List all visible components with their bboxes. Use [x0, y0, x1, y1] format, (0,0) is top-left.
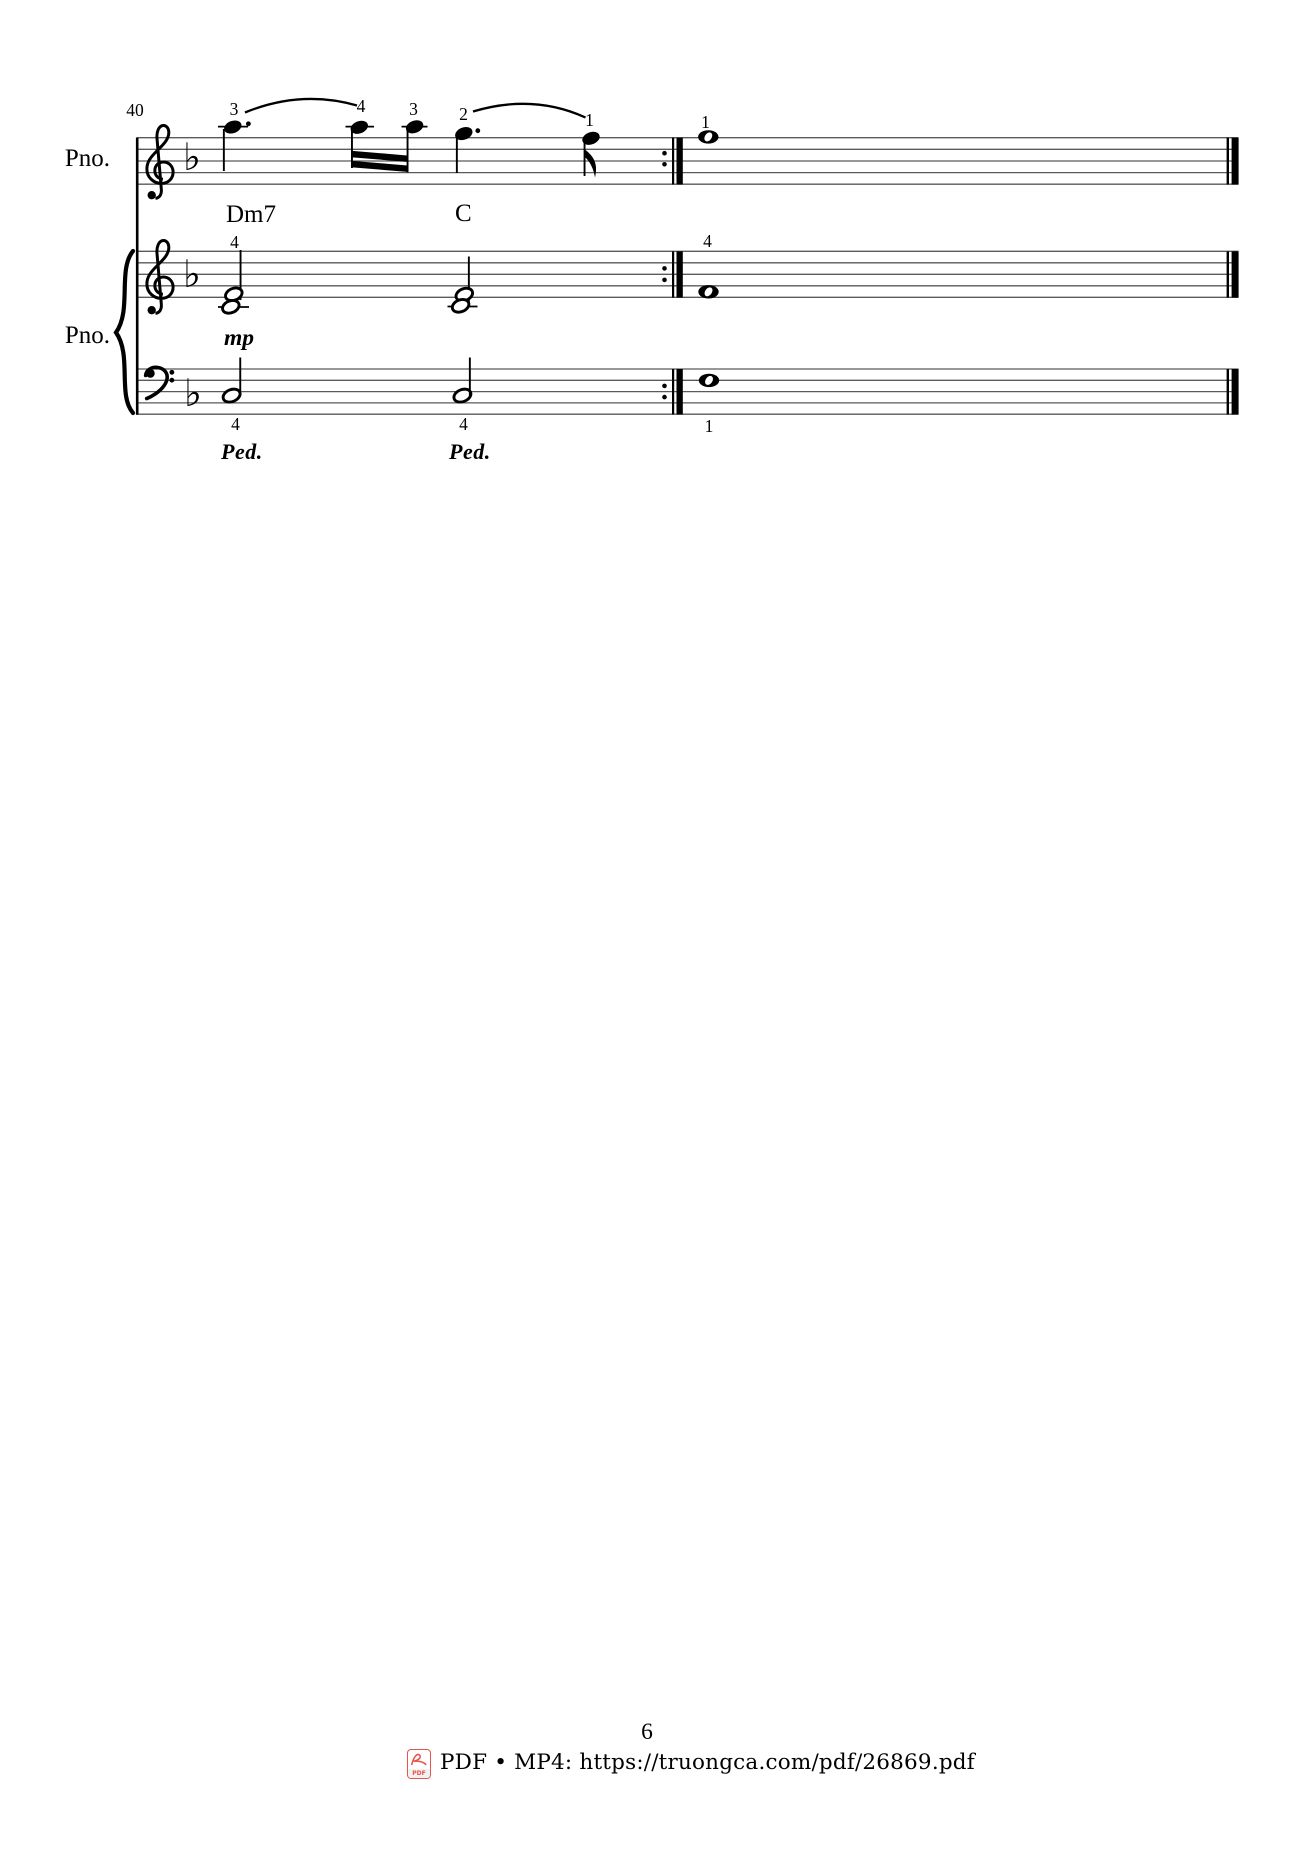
pedal-mark-1: Ped. [221, 439, 263, 464]
part-label-pno1: Pno. [64, 145, 110, 172]
fingering-melody-2: 4 [356, 96, 366, 116]
fingering-lh-2: 4 [459, 414, 468, 434]
lh-note-1 [221, 358, 242, 405]
melody-note-5 [580, 129, 601, 177]
flat-sign-staff2: ♭ [183, 252, 201, 296]
whole-note-staff3 [699, 374, 719, 387]
fingering-lh-1: 4 [231, 414, 240, 434]
slur [245, 99, 357, 113]
final-barline [1227, 138, 1239, 415]
chord-symbol-c: C [455, 200, 472, 227]
system-barline [136, 138, 139, 415]
page-number: 6 [641, 1719, 653, 1745]
dynamic-mp: mp [224, 325, 255, 351]
fingering-melody-1: 3 [229, 99, 239, 119]
bass-clef-icon [146, 367, 175, 398]
fingering-rh-chord1: 4 [230, 232, 239, 252]
end-repeat-barline [662, 138, 683, 415]
pdf-icon-label: PDF [408, 1769, 430, 1778]
slur [473, 104, 586, 118]
treble-clef-icon [147, 125, 173, 199]
beam [351, 151, 409, 162]
beam [351, 161, 409, 172]
fingering-lh-whole: 1 [704, 416, 714, 436]
staff-lines [137, 135, 1239, 415]
flat-sign-staff1: ♭ [183, 135, 201, 179]
pdf-logo-squiggle [410, 1751, 428, 1767]
melody-note-3 [404, 118, 425, 173]
footer-link[interactable]: PDF • MP4: https://truongca.com/pdf/26869.pdf [440, 1750, 975, 1775]
measure-number: 40 [126, 100, 144, 120]
fingering-rh-whole: 4 [703, 231, 712, 251]
flat-sign-staff3: ♭ [184, 371, 202, 415]
music-notation-svg [0, 0, 1300, 500]
pedal-mark-2: Ped. [449, 439, 491, 464]
brace-icon [116, 251, 133, 413]
part-label-pno2: Pno. [64, 322, 110, 349]
chord-symbol-dm7: Dm7 [226, 201, 276, 228]
score-system [0, 0, 1300, 500]
pdf-icon[interactable] [407, 1749, 431, 1779]
fingering-melody-3: 3 [409, 99, 418, 119]
fingering-melody-5: 1 [585, 110, 594, 130]
whole-note-staff2 [698, 285, 718, 298]
lh-note-2 [452, 358, 473, 405]
whole-note-staff1 [698, 130, 718, 143]
rh-chord-1 [218, 250, 249, 315]
fingering-melody-whole: 1 [701, 112, 710, 132]
fingering-melody-4: 2 [459, 104, 468, 124]
